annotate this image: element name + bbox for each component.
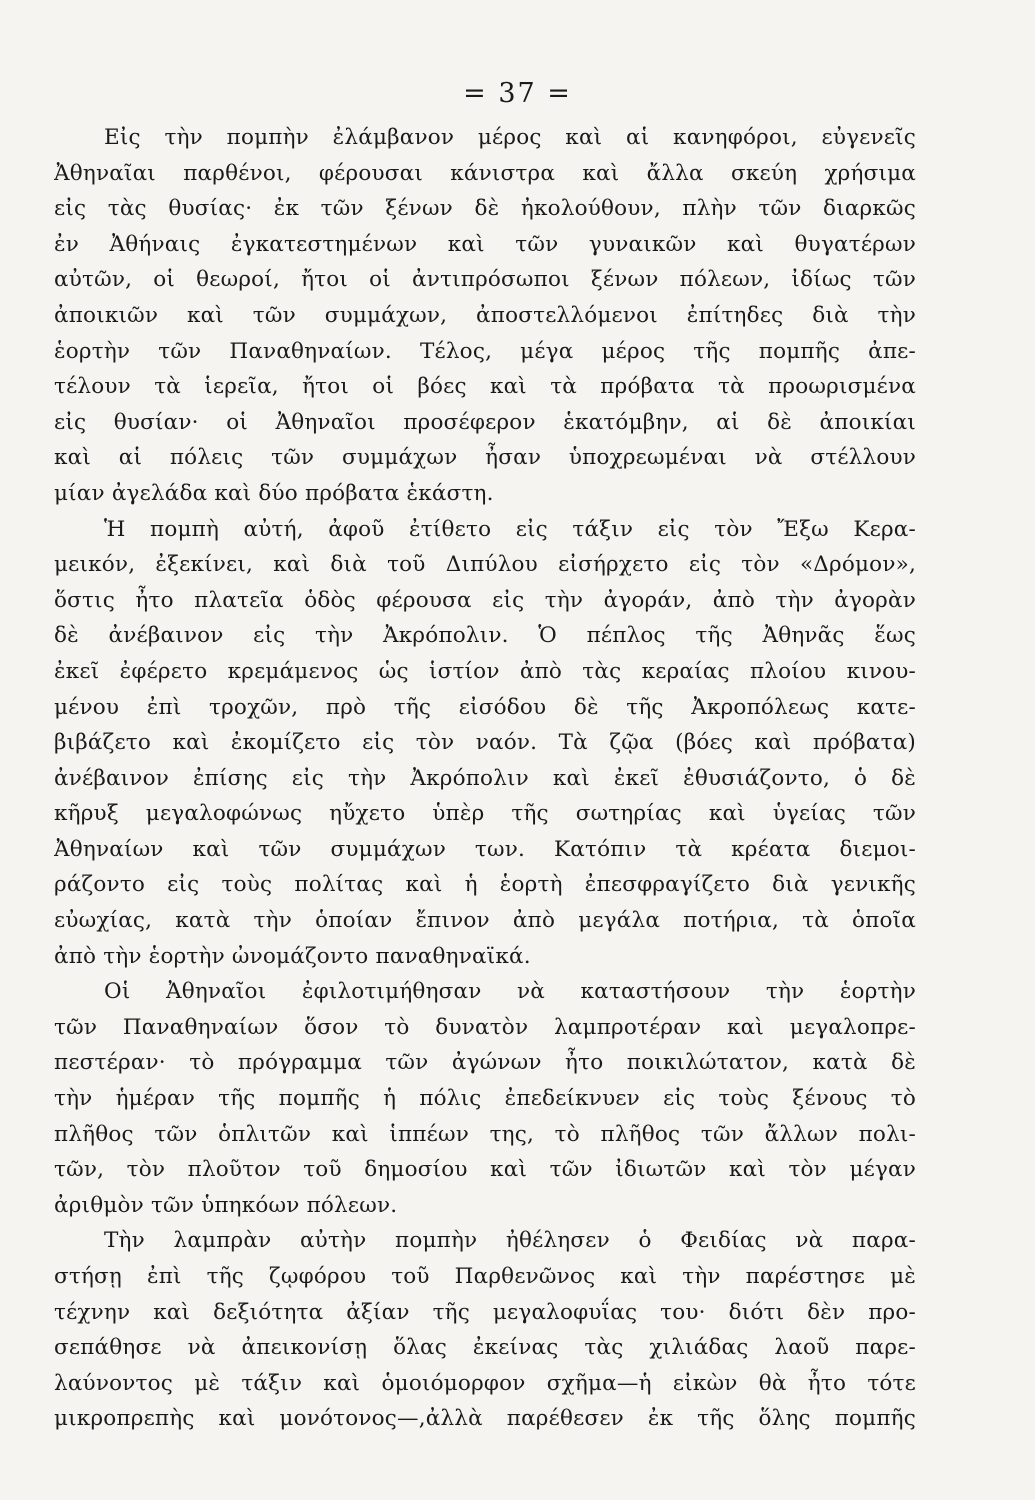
text-line: τέχνην καὶ δεξιότητα ἀξίαν τῆς μεγαλοφυΐας του· διότι δὲν προ- — [54, 1299, 916, 1325]
text-line: σεπάθησε νὰ ἀπεικονίσῃ ὅλας ἐκείνας τὰς χιλιάδας λαοῦ παρε- — [54, 1335, 916, 1361]
text-line: ράζοντο εἰς τοὺς πολίτας καὶ ἡ ἑορτὴ ἐπεσφραγίζετο διὰ γενικῆς — [54, 872, 916, 898]
text-line: ἐκεῖ ἐφέρετο κρεμάμενος ὡς ἱστίον ἀπὸ τὰς κεραίας πλοίου κινου- — [54, 658, 916, 684]
text-line: στήσῃ ἐπὶ τῆς ζῳφόρου τοῦ Παρθενῶνος καὶ τὴν παρέστησε μὲ — [54, 1264, 916, 1289]
text-line: καὶ αἱ πόλεις τῶν συμμάχων ἦσαν ὑποχρεωμέναι νὰ στέλλουν — [54, 445, 916, 471]
text-line: ἐν Ἀθήναις ἐγκατεστημένων καὶ τῶν γυναικῶν καὶ θυγατέρων — [54, 231, 916, 257]
text-line: τέλουν τὰ ἱερεῖα, ἤτοι οἱ βόες καὶ τὰ πρόβατα τὰ προωρισμένα — [54, 374, 916, 400]
text-line: μίαν ἀγελάδα καὶ δύο πρόβατα ἑκάστη. — [54, 480, 494, 506]
text-line: πλῆθος τῶν ὁπλιτῶν καὶ ἱππέων της, τὸ πλῆθος τῶν ἄλλων πολι- — [54, 1121, 916, 1147]
text-line: Ἀθηναῖαι παρθένοι, φέρουσαι κάνιστρα καὶ ἄλλα σκεύη χρήσιμα — [54, 160, 916, 186]
text-line: λαύνοντος μὲ τάξιν καὶ ὁμοιόμορφον σχῆμα—ἡ εἰκὼν θὰ ἦτο τότε — [54, 1370, 916, 1396]
text-line: βιβάζετο καὶ ἐκομίζετο εἰς τὸν ναόν. Τὰ ζῷα (βόες καὶ πρόβατα) — [54, 730, 916, 756]
text-line: ἀνέβαινον ἐπίσης εἰς τὴν Ἀκρόπολιν καὶ ἐκεῖ ἐθυσιάζοντο, ὁ δὲ — [54, 765, 916, 791]
text-line: εὐωχίας, κατὰ τὴν ὁποίαν ἔπινον ἀπὸ μεγάλα ποτήρια, τὰ ὁποῖα — [54, 908, 916, 934]
body-text — [54, 120, 916, 1437]
text-line: κῆρυξ μεγαλοφώνως ηὔχετο ὑπὲρ τῆς σωτηρίας καὶ ὑγείας τῶν — [54, 801, 916, 827]
text-line: Εἰς τὴν πομπὴν ἐλάμβανον μέρος καὶ αἱ κανηφόροι, εὐγενεῖς — [104, 125, 916, 150]
text-line: τῶν, τὸν πλοῦτον τοῦ δημοσίου καὶ τῶν ἰδιωτῶν καὶ τὸν μέγαν — [54, 1157, 916, 1183]
text-line: μικροπρεπὴς καὶ μονότονος—,ἀλλὰ παρέθεσεν ἐκ τῆς ὅλης πομπῆς — [54, 1406, 916, 1432]
text-line: δὲ ἀνέβαινον εἰς τὴν Ἀκρόπολιν. Ὁ πέπλος τῆς Ἀθηνᾶς ἕως — [54, 623, 916, 649]
text-line: μεικόν, ἐξεκίνει, καὶ διὰ τοῦ Διπύλου εἰσήρχετο εἰς τὸν «Δρόμον», — [54, 552, 916, 578]
text-line: ἀποικιῶν καὶ τῶν συμμάχων, ἀποστελλόμενοι ἐπίτηδες διὰ τὴν — [54, 302, 916, 328]
text-line: εἰς θυσίαν· οἱ Ἀθηναῖοι προσέφερον ἑκατόμβην, αἱ δὲ ἀποικίαι — [54, 409, 916, 435]
text-line: εἰς τὰς θυσίας· ἐκ τῶν ξένων δὲ ἠκολούθουν, πλὴν τῶν διαρκῶς — [54, 196, 916, 222]
page-number: = 37 = — [463, 78, 572, 109]
text-line: Οἱ Ἀθηναῖοι ἐφιλοτιμήθησαν νὰ καταστήσουν τὴν ἑορτὴν — [104, 979, 916, 1005]
text-line: ὅστις ἦτο πλατεῖα ὁδὸς φέρουσα εἰς τὴν ἀγοράν, ἀπὸ τὴν ἀγορὰν — [54, 587, 916, 613]
text-line: πεστέραν· τὸ πρόγραμμα τῶν ἀγώνων ἦτο ποικιλώτατον, κατὰ δὲ — [54, 1050, 916, 1076]
text-line: ἑορτὴν τῶν Παναθηναίων. Τέλος, μέγα μέρος τῆς πομπῆς ἀπε- — [54, 338, 916, 364]
text-line: μένου ἐπὶ τροχῶν, πρὸ τῆς εἰσόδου δὲ τῆς Ἀκροπόλεως κατε- — [54, 694, 916, 720]
text-line: Ἀθηναίων καὶ τῶν συμμάχων των. Κατόπιν τὰ κρέατα διεμοι- — [54, 836, 916, 862]
text-line: τὴν ἡμέραν τῆς πομπῆς ἡ πόλις ἐπεδείκνυεν εἰς τοὺς ξένους τὸ — [54, 1086, 916, 1112]
text-line: ἀριθμὸν τῶν ὑπηκόων πόλεων. — [54, 1192, 398, 1218]
text-line: Ἡ πομπὴ αὐτή, ἀφοῦ ἐτίθετο εἰς τάξιν εἰς τὸν Ἔξω Κερα- — [104, 516, 916, 542]
text-line: Τὴν λαμπρὰν αὐτὴν πομπὴν ἠθέλησεν ὁ Φειδίας νὰ παρα- — [104, 1228, 916, 1254]
text-line: αὐτῶν, οἱ θεωροί, ἤτοι οἱ ἀντιπρόσωποι ξένων πόλεων, ἰδίως τῶν — [54, 267, 916, 293]
text-line: ἀπὸ τὴν ἑορτὴν ὠνομάζοντο παναθηναϊκά. — [54, 943, 531, 969]
text-line: τῶν Παναθηναίων ὅσον τὸ δυνατὸν λαμπροτέραν καὶ μεγαλοπρε- — [54, 1014, 916, 1040]
